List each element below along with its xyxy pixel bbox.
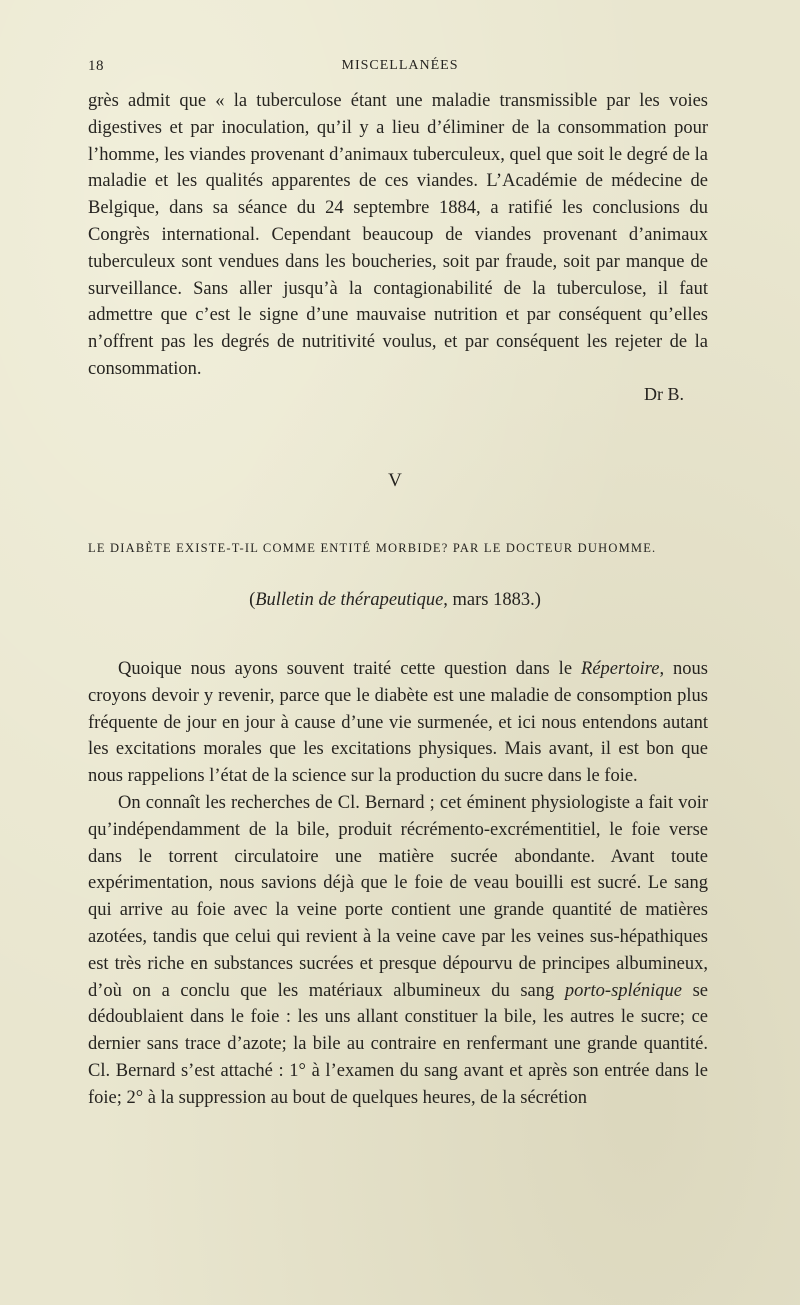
article-title: LE DIABÈTE EXISTE-T-IL COMME ENTITÉ MORBIDE? PAR LE DOCTEUR DUHOMME. xyxy=(88,541,657,555)
section-numeral: V xyxy=(388,470,402,491)
paragraph-text: se dédoublaient dans le foie : les uns allant constituer la bile, les autres le sucre; ce dernier sans trace d’azote; la bile au contraire en renfermant une grande quantité. Cl. Bernard s’est attaché : 1° à l’examen du sang avant et après son entrée dans le foie; 2° à la suppression au bout de quelques heures, de la sécrétion xyxy=(88,980,708,1108)
body-text-continuation xyxy=(88,88,708,383)
paragraph xyxy=(88,790,708,1112)
emphasis-text: Répertoire xyxy=(581,659,660,679)
paragraph-text: , nous croyons devoir y revenir, parce que le diabète est une maladie de consomption plus fréquente de jour en jour à cause d’une vie surmenée, et ici nous entendons autant les excitations morales que les excitations physiques. Mais avant, il est bon que nous rappelions l’état de la science sur la production du sucre dans le foie. xyxy=(88,659,709,787)
article-body xyxy=(88,656,708,1112)
article-source xyxy=(0,590,790,611)
source-date: , mars 1883.) xyxy=(443,590,541,610)
paragraph xyxy=(88,656,708,790)
paragraph-continued: grès admit que « la tuberculose étant une maladie transmissible par les voies digestives et par inoculation, qu’il y a lieu d’éliminer de la consommation pour l’homme, les viandes provenant d’animaux tuberculeux, quel que soit le degré de la maladie et les qualités apparentes de ces viandes. L’Académie de médecine de Belgique, dans sa séance du 24 septembre 1884, a ratifié les conclusions du Congrès international. Cependant beaucoup de viandes provenant d’animaux tuberculeux sont vendues dans les boucheries, soit par fraude, soit par manque de surveillance. Sans aller jusqu’à la contagionabilité de la tuberculose, il faut admettre que c’est le signe d’une mauvaise nutrition et par conséquent qu’elles n’offrent pas les degrés de nutritivité voulus, et par conséquent les rejeter de la consommation. xyxy=(88,91,708,379)
paragraph-text: On connaît les recherches de Cl. Bernard ; cet éminent physiologiste a fait voir qu’indépendamment de la bile, produit récrémento-excrémentitiel, le foie verse dans le torrent circulatoire une matière sucrée abondante. Avant toute expérimentation, nous savions déjà que le foie de veau bouilli est sucré. Le sang qui arrive au foie avec la veine porte contient une grande quantité de matières azotées, tandis que celui qui revient à la veine cave par les veines sus-hépathiques est très riche en substances sucrées et presque dépourvu de principes albumineux, d’où on a conclu que les matériaux albumineux du sang xyxy=(88,792,708,1001)
author-signature: Dr B. xyxy=(644,384,684,404)
source-journal: Bulletin de thérapeutique xyxy=(255,590,444,610)
paragraph-text: Quoique nous ayons souvent traité cette question dans le xyxy=(118,659,582,679)
running-head: MISCELLANÉES xyxy=(341,58,459,73)
source-open-paren: ( xyxy=(249,590,256,610)
emphasis-text: porto-splénique xyxy=(564,980,682,1001)
page-number: 18 xyxy=(88,58,104,74)
